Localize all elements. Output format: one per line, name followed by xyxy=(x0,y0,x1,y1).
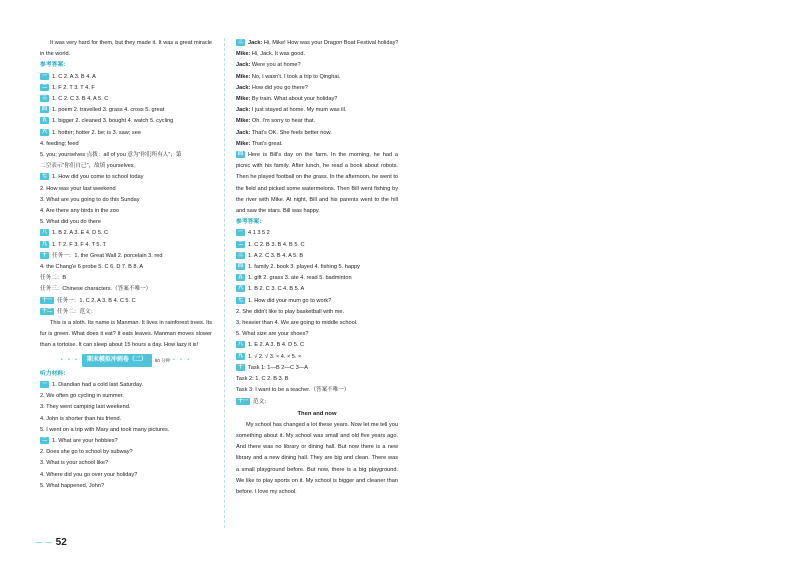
dialogue-text: That's great. xyxy=(250,140,283,147)
item-tag: 十 xyxy=(238,363,244,370)
item-tag: 八 xyxy=(42,229,48,236)
speaker-name: Mike: xyxy=(236,118,251,125)
answer-text: 3. What are you going to do this Sunday xyxy=(40,196,140,203)
item-tag: 九 xyxy=(42,240,48,247)
answer-line xyxy=(40,217,212,228)
dialogue-line xyxy=(236,72,398,83)
answer-text: 1. T 2. F 3. F 4. T 5. T xyxy=(52,241,106,248)
dialogue xyxy=(236,38,398,150)
answer-line xyxy=(40,307,212,318)
answer-line xyxy=(40,116,212,127)
answer-line xyxy=(40,436,212,447)
answer-line xyxy=(40,380,212,391)
answer-text: 1. C 2. C 3. B 4. A 5. C xyxy=(52,96,109,103)
answer-line xyxy=(40,139,212,150)
answer-line xyxy=(40,262,212,273)
dialogue-line xyxy=(236,116,398,127)
page-number-text: 52 xyxy=(55,537,67,548)
answer-line xyxy=(236,374,398,385)
dialogue-text: That's OK. She feels better now. xyxy=(250,129,332,136)
item-tag: 三 xyxy=(42,95,48,102)
left-column xyxy=(40,38,212,492)
answer-line xyxy=(236,240,398,251)
answer-line xyxy=(40,414,212,425)
answer-text: 1. How did you come to school today xyxy=(52,174,144,181)
decor-dots: • • • xyxy=(173,356,192,363)
speaker-name: Jack: xyxy=(236,84,251,91)
item-tag: 四 xyxy=(238,151,244,158)
answers-heading: 参考答案： xyxy=(236,219,265,226)
dialogue-text: No, I wasn't. I took a trip to Qinghai. xyxy=(250,73,341,80)
dialogue-line xyxy=(236,83,398,94)
speaker-name: Jack: xyxy=(236,62,251,69)
dialogue-line xyxy=(236,105,398,116)
column-divider xyxy=(224,38,225,528)
answer-line xyxy=(236,329,398,340)
item-tag: 十一 xyxy=(42,296,53,303)
answer-line xyxy=(40,105,212,116)
answer-text: 3. heavier than 4. We are going to middle school. xyxy=(236,320,358,327)
answer-line xyxy=(236,228,398,239)
answer-text: 5. I went on a trip with Mary and took many pictures. xyxy=(40,426,170,433)
answer-text: 4. Where did you go over your holiday? xyxy=(40,471,138,478)
passage-text: Here is Bill's day on the farm. In the morning, he had a picnic with his family. After lunch, he read a book about robots. Then he played football on the grass. In the afternoon, he went to the field and picked some watermelons. Then Bill went fishing by the river with Mike. At night, Bill and his parents went to the hill and saw the stars. Bill was happy. xyxy=(236,152,398,215)
item-tag: 五 xyxy=(238,274,244,281)
answer-line xyxy=(40,72,212,83)
answer-text: 1. B 2. C 3. C 4. B 5. A xyxy=(248,286,305,293)
item-tag: 四 xyxy=(42,106,48,113)
answer-text: Task 3: I want to be a teacher.（答案不唯一） xyxy=(236,387,350,394)
item-tag: 三 xyxy=(238,251,244,258)
answer-line xyxy=(40,470,212,481)
answer-text: 1. hotter; hotter 2. be; is 3. saw; see xyxy=(52,129,141,136)
dialogue-text: By train. What about your holiday? xyxy=(250,96,338,103)
item-tag: 七 xyxy=(42,173,48,180)
dialogue-text: Hi, Jack. It was good. xyxy=(250,51,306,58)
answer-text: 5. What size are your shoes? xyxy=(236,331,309,338)
answer-line xyxy=(40,251,212,262)
answer-line xyxy=(40,284,212,295)
item-tag: 七 xyxy=(238,296,244,303)
answer-line xyxy=(40,240,212,251)
section-banner xyxy=(40,354,212,367)
speaker-name: Jack: xyxy=(236,129,251,136)
answer-text: 4. feeding; feed xyxy=(40,140,79,147)
answer-text: Task 2: 1. C 2. B 3. B xyxy=(236,376,289,383)
answer-text: 1. Diandian had a cold last Saturday. xyxy=(52,381,144,388)
answer-line xyxy=(40,296,212,307)
dialogue-text: Oh. I'm sorry to hear that. xyxy=(250,118,316,125)
speaker-name: Jack: xyxy=(248,40,263,46)
dialogue-text: Hi, Mike! How was your Dragon Boat Festival holiday? xyxy=(262,40,398,46)
answer-line xyxy=(40,184,212,195)
speaker-name: Mike: xyxy=(236,140,251,147)
answer-text: 1. E 2. A 3. B 4. D 5. C xyxy=(248,342,304,349)
answer-line xyxy=(40,273,212,284)
answer-line xyxy=(40,481,212,492)
answer-line xyxy=(236,284,398,295)
answer-line xyxy=(40,391,212,402)
answer-line xyxy=(40,402,212,413)
section-title: 期末模拟冲刺卷（二） xyxy=(82,354,152,367)
item-tag: 八 xyxy=(238,341,244,348)
answer-text: 1. B 2. A 3. E 4. D 5. C xyxy=(52,230,108,237)
answer-line xyxy=(40,161,212,172)
answer-text: 任务二：B xyxy=(40,275,67,282)
answer-line xyxy=(236,318,398,329)
intro-paragraph: It was very hard for them, but they made it. It was a great miracle in the world. xyxy=(40,40,212,58)
sample-essay: My school has changed a lot these years. Now let me tell you something about it. My school was small and old five years ago. And there was no library or dining hall. But now there is a new library and a new dining hall. They are big and clean. There was a small playground before. But now, there is a big playground. We like to play sports on it. My school is bigger and cleaner than before. I love my school. xyxy=(236,421,398,495)
answer-text: 5. you; yourselves 点拨：all of you 意为“你们所有人”；第 xyxy=(40,152,182,159)
sample-essay: This is a sloth. Its name is Manman. It lives in rainforest trees. Its fur is green. What does it eat? It eats leaves. Manman moves slower than a tortoise. It can sleep about 15 hours a day. How lazy it is! xyxy=(40,320,212,349)
item-tag: 十二 xyxy=(42,307,53,314)
answer-text: 1. What are your hobbies? xyxy=(52,437,118,444)
item-tag: 九 xyxy=(238,352,244,359)
item-tag: 十 xyxy=(42,251,48,258)
answer-line xyxy=(40,83,212,94)
answer-line xyxy=(40,425,212,436)
item-tag: 四 xyxy=(238,263,244,270)
answer-list xyxy=(40,72,212,318)
answer-text: 二空表示“你们自己”，故填 yourselves。 xyxy=(40,163,140,170)
answer-list xyxy=(236,228,398,407)
speaker-name: Mike: xyxy=(236,96,251,103)
answer-text: 5. What happened, John? xyxy=(40,482,105,489)
answer-line xyxy=(236,385,398,396)
answer-line xyxy=(40,447,212,458)
answer-text: 3. What is your school like? xyxy=(40,460,109,467)
answer-text: 1. F 2. T 3. T 4. F xyxy=(52,84,95,91)
answer-text: 1. family 2. book 3. played 4. fishing 5. happy xyxy=(248,264,360,271)
answer-line xyxy=(40,128,212,139)
dialogue-line xyxy=(236,49,398,60)
item-tag: 三 xyxy=(238,39,244,45)
answer-text: 2. How was your last weekend xyxy=(40,185,116,192)
section-time: 50 分钟 xyxy=(154,357,171,363)
speaker-name: Mike: xyxy=(236,73,251,80)
answer-line xyxy=(40,150,212,161)
answer-line xyxy=(236,363,398,374)
answer-text: 5. What did you do there xyxy=(40,219,101,226)
answer-text: 任务三：Chinese characters.（答案不唯一） xyxy=(40,286,152,293)
essay-title: Then and now xyxy=(297,410,337,417)
speaker-name: Jack: xyxy=(236,107,251,114)
answer-text: 1. gift 2. grass 3. ate 4. read 5. badminton xyxy=(248,275,352,282)
item-tag: 十一 xyxy=(238,397,249,404)
answer-text: 4. Are there any birds in the zoo xyxy=(40,208,119,215)
item-tag: 六 xyxy=(42,128,48,135)
decor-dashes: — — xyxy=(36,539,53,546)
answer-text: 任务一：1. C 2. A 3. B 4. C 5. C xyxy=(57,297,136,304)
answer-text: 1. How did your mum go to work? xyxy=(248,297,332,304)
answer-text: 2. We often go cycling in summer. xyxy=(40,393,124,400)
answer-text: 2. She didn't like to play basketball with me. xyxy=(236,308,345,315)
speaker-name: Mike: xyxy=(236,51,251,58)
answer-text: 3. They went camping last weekend. xyxy=(40,404,131,411)
dialogue-text: Were you at home? xyxy=(250,62,301,69)
dialogue-line xyxy=(236,94,398,105)
answer-line xyxy=(236,397,398,408)
answer-text: 范文： xyxy=(253,398,270,405)
decor-dots: • • • xyxy=(60,356,79,363)
dialogue-text: I just stayed at home. My mum was ill. xyxy=(250,107,347,114)
dialogue-text: How did you go there? xyxy=(250,84,308,91)
answer-line xyxy=(40,172,212,183)
answers-heading: 参考答案： xyxy=(40,62,69,69)
answer-text: 1. C 2. B 3. B 4. B 5. C xyxy=(248,241,305,248)
answer-text: 4. the Chang'e 6 probe 5. C 6. D 7. B 8. A xyxy=(40,264,144,271)
item-tag: 一 xyxy=(238,229,244,236)
answer-text: 1. poem 2. travelled 3. grass 4. cross 5. great xyxy=(52,107,165,114)
item-tag: 五 xyxy=(42,117,48,124)
dialogue-line xyxy=(236,139,398,150)
dialogue-line xyxy=(236,128,398,139)
answer-line xyxy=(236,262,398,273)
answer-text: 2. Does she go to school by subway? xyxy=(40,449,133,456)
answer-text: Task 1: 1—B 2—C 3—A xyxy=(248,364,309,371)
answer-line xyxy=(40,206,212,217)
answer-text: 任务一：1. the Great Wall 2. porcelain 3. red xyxy=(52,252,163,259)
item-tag: 一 xyxy=(42,72,48,79)
item-tag: 六 xyxy=(238,285,244,292)
answer-line xyxy=(236,296,398,307)
listening-list xyxy=(40,380,212,492)
answer-line xyxy=(236,352,398,363)
answer-line xyxy=(40,94,212,105)
answer-line xyxy=(236,340,398,351)
answer-text: 1. √ 2. √ 3. × 4. × 5. × xyxy=(248,353,302,360)
dialogue-line xyxy=(236,60,398,71)
item-tag: 一 xyxy=(42,380,48,387)
answer-line xyxy=(40,458,212,469)
answer-text: 任务二：范文： xyxy=(57,308,97,315)
right-column xyxy=(236,38,398,498)
answer-text: 4 1 3 5 2 xyxy=(248,230,270,237)
answer-text: 4. John is shorter than his friend. xyxy=(40,415,122,422)
answer-line xyxy=(236,273,398,284)
answer-text: 1. A 2. C 3. B 4. A 5. B xyxy=(248,252,304,259)
listening-heading: 听力材料： xyxy=(40,370,69,377)
dialogue-line xyxy=(236,38,398,49)
answer-line xyxy=(236,251,398,262)
passage-paragraph xyxy=(236,150,398,217)
item-tag: 二 xyxy=(42,83,48,90)
answer-line xyxy=(40,195,212,206)
answer-line xyxy=(236,307,398,318)
item-tag: 二 xyxy=(42,436,48,443)
item-tag: 二 xyxy=(238,240,244,247)
page-number xyxy=(36,537,67,548)
answer-text: 1. bigger 2. cleaned 3. bought 4. watch 5. cycling xyxy=(52,118,174,125)
answer-line xyxy=(40,228,212,239)
answer-text: 1. C 2. A 3. B 4. A xyxy=(52,73,96,80)
